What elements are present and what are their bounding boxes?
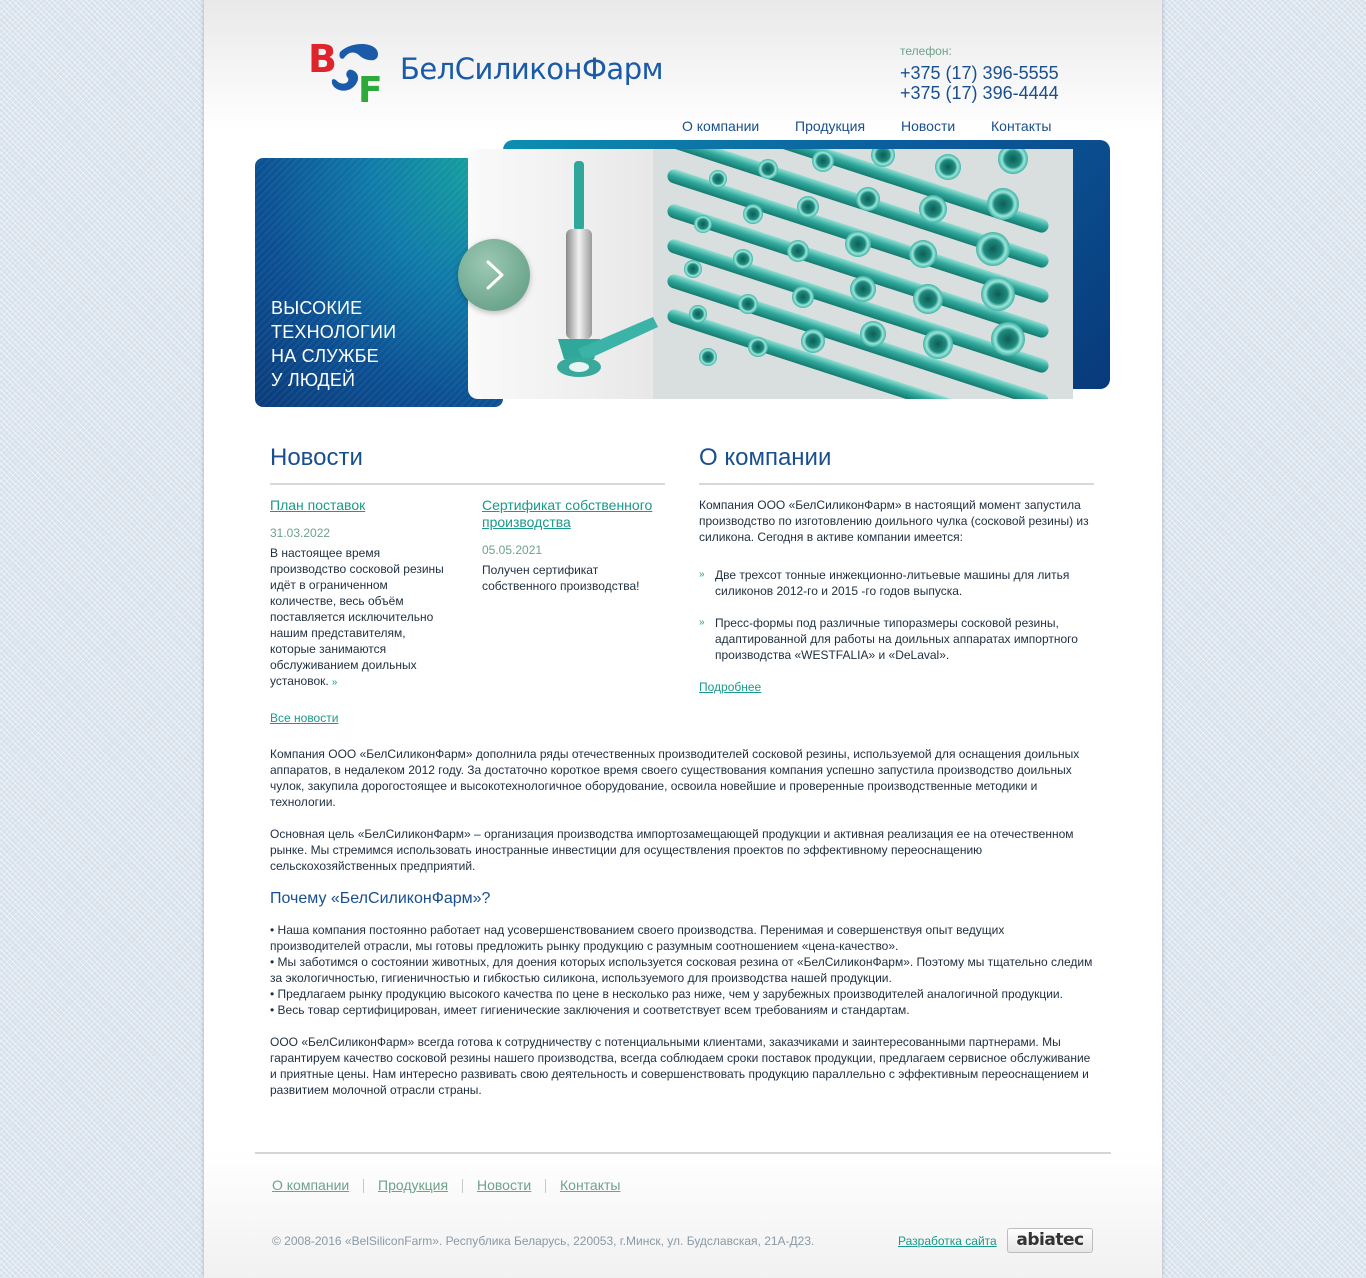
cooperation-paragraph: ООО «БелСиликонФарм» всегда готова к сотрудничеству с потенциальными клиентами, заказчиками и заинтересованными партнерами. Мы гарантируем качество сосковой резины нашего производства, всегда соблюдаем сроки поставок продукции, предлагаем сервисное обслуживание и приятные цены. Нам интересно развивать свою деятельность и совершенствовать продукцию параллельно с эффективным переоснащением и развитием молочной отрасли страны. — [270, 1035, 1091, 1097]
phone-number-1: +375 (17) 396-5555 — [900, 63, 1059, 83]
footer-link-news[interactable]: Новости — [477, 1177, 532, 1193]
all-news-link[interactable]: Все новости — [270, 711, 339, 725]
footer-link-about[interactable]: О компании — [272, 1177, 350, 1193]
page-container — [204, 0, 1162, 1278]
svg-text:B: B — [308, 38, 337, 81]
slogan-line: ТЕХНОЛОГИИ — [271, 322, 397, 342]
teat-cup-icon — [557, 161, 658, 377]
intro-paragraph: Компания ООО «БелСиликонФарм» дополнила ряды отечественных производителей сосковой резины, используемой для оснащения доильных аппаратов, в недалеком 2012 году. За достаточно короткое время своего существования компания успешно запустила производство доильных чулок, закупила дорогостоящее и высокотехнологичное оборудование, освоила новейшие и проверенные производственные методики и технологии. — [270, 747, 1080, 809]
about-divider — [699, 483, 1094, 485]
slogan-line: ВЫСОКИЕ — [271, 298, 363, 318]
why-point: • Мы заботимся о состоянии животных, для доения которых используется сосковая резина от «БелСиликонФарм». Поэтому мы тщательно следим за экологичностью, гигиеничностью и гибкостью силикона, используемого для производства нашей продукции. — [270, 955, 1093, 985]
site-logo[interactable] — [308, 38, 663, 104]
list-item-text: Пресс-формы под различные типоразмеры сосковой резины, адаптированной для работы на доильных аппаратах импортного производства «WESTFALIA» и «DeLaval». — [715, 616, 1078, 662]
svg-text:F: F — [358, 70, 383, 104]
about-intro-text: Компания ООО «БелСиликонФарм» в настоящий момент запустила производство по изготовлению доильного чулка (сосковой резины) из силикона. Сегодня в активе компании имеется: — [699, 498, 1089, 544]
news-item-title-link[interactable]: План поставок — [270, 497, 366, 513]
copyright-text: © 2008-2016 «BelSiliconFarm». Республика Беларусь, 220053, г.Минск, ул. Будславская, 21А-Д23. — [272, 1234, 815, 1248]
news-item-text: Получен сертификат собственного производства! — [482, 563, 640, 593]
footer-link-contacts[interactable]: Контакты — [560, 1177, 621, 1193]
footer-link-products[interactable]: Продукция — [378, 1177, 449, 1193]
footer-separator — [363, 1179, 364, 1193]
developer-link[interactable]: Разработка сайта — [898, 1234, 997, 1248]
about-section-title: О компании — [699, 444, 832, 471]
why-point: • Весь товар сертифицирован, имеет гигиенические заключения и соответствует всем требованиям и стандартам. — [270, 1003, 910, 1017]
banner-slogan — [271, 296, 396, 392]
list-item — [699, 567, 1097, 599]
why-point: • Предлагаем рынку продукцию высокого качества по цене в несколько раз ниже, чем у зарубежных производителей аналогичной продукции. — [270, 987, 1063, 1001]
chevron-right-icon — [458, 239, 530, 311]
news-item-date: 31.03.2022 — [270, 526, 331, 540]
bullet-arrow-icon: » — [699, 569, 705, 580]
footer-divider — [255, 1152, 1111, 1155]
news-item-title-link[interactable]: Сертификат собственного производства — [482, 497, 653, 530]
nav-link-news[interactable]: Новости — [901, 118, 956, 134]
news-divider — [270, 483, 665, 485]
news-item-date: 05.05.2021 — [482, 543, 543, 557]
nav-link-products[interactable]: Продукция — [795, 118, 866, 134]
double-arrow-icon[interactable]: » — [331, 677, 338, 688]
why-point: • Наша компания постоянно работает над усовершенствованием своего производства. Перенимая и совершенствуя опыт ведущих производителей отрасли, мы готовы предложить рынку продукцию с разумным соотношением «цена-качество». — [270, 923, 1005, 953]
news-item-text: В настоящее время производство сосковой резины идёт в ограниченном количестве, весь объём поставляется исключительно нашим представителям, которые занимаются обслуживанием доильных установок. — [270, 546, 444, 688]
banner-product-image — [468, 149, 1073, 399]
news-item — [270, 497, 454, 691]
why-points — [270, 922, 1095, 1018]
about-more-link[interactable]: Подробнее — [699, 680, 762, 694]
teat-cups-illustration — [468, 149, 1073, 399]
list-item — [699, 615, 1097, 663]
phone-label: телефон: — [900, 44, 952, 58]
bullet-arrow-icon: » — [699, 617, 705, 628]
logo-mark-icon — [308, 38, 384, 104]
slogan-line: НА СЛУЖБЕ — [271, 346, 379, 366]
nav-link-about[interactable]: О компании — [682, 118, 760, 134]
slogan-line: У ЛЮДЕЙ — [271, 370, 356, 390]
news-item — [482, 497, 666, 594]
news-section-title: Новости — [270, 444, 363, 471]
developer-logo[interactable]: abiatec — [1007, 1228, 1093, 1253]
goal-paragraph: Основная цель «БелСиликонФарм» – организация производства импортозамещающей продукции и активная реализация ее на отечественном рынке. Мы стремимся использовать иностранные инвестиции для осуществления проектов по эффективному переоснащению сельскохозяйственных предприятий. — [270, 827, 1074, 873]
list-item-text: Две трехсот тонные инжекционно-литьевые машины для литья силиконов 2012-го и 2015 -го годов выпуска. — [715, 568, 1070, 598]
footer-separator — [462, 1179, 463, 1193]
about-assets-list — [699, 567, 1097, 679]
logo-text: БелСиликонФарм — [400, 52, 663, 86]
why-heading: Почему «БелСиликонФарм»? — [270, 890, 491, 907]
phone-number-2: +375 (17) 396-4444 — [900, 83, 1059, 103]
footer-separator — [545, 1179, 546, 1193]
nav-link-contacts[interactable]: Контакты — [991, 118, 1052, 134]
banner-next-button[interactable] — [458, 239, 530, 311]
